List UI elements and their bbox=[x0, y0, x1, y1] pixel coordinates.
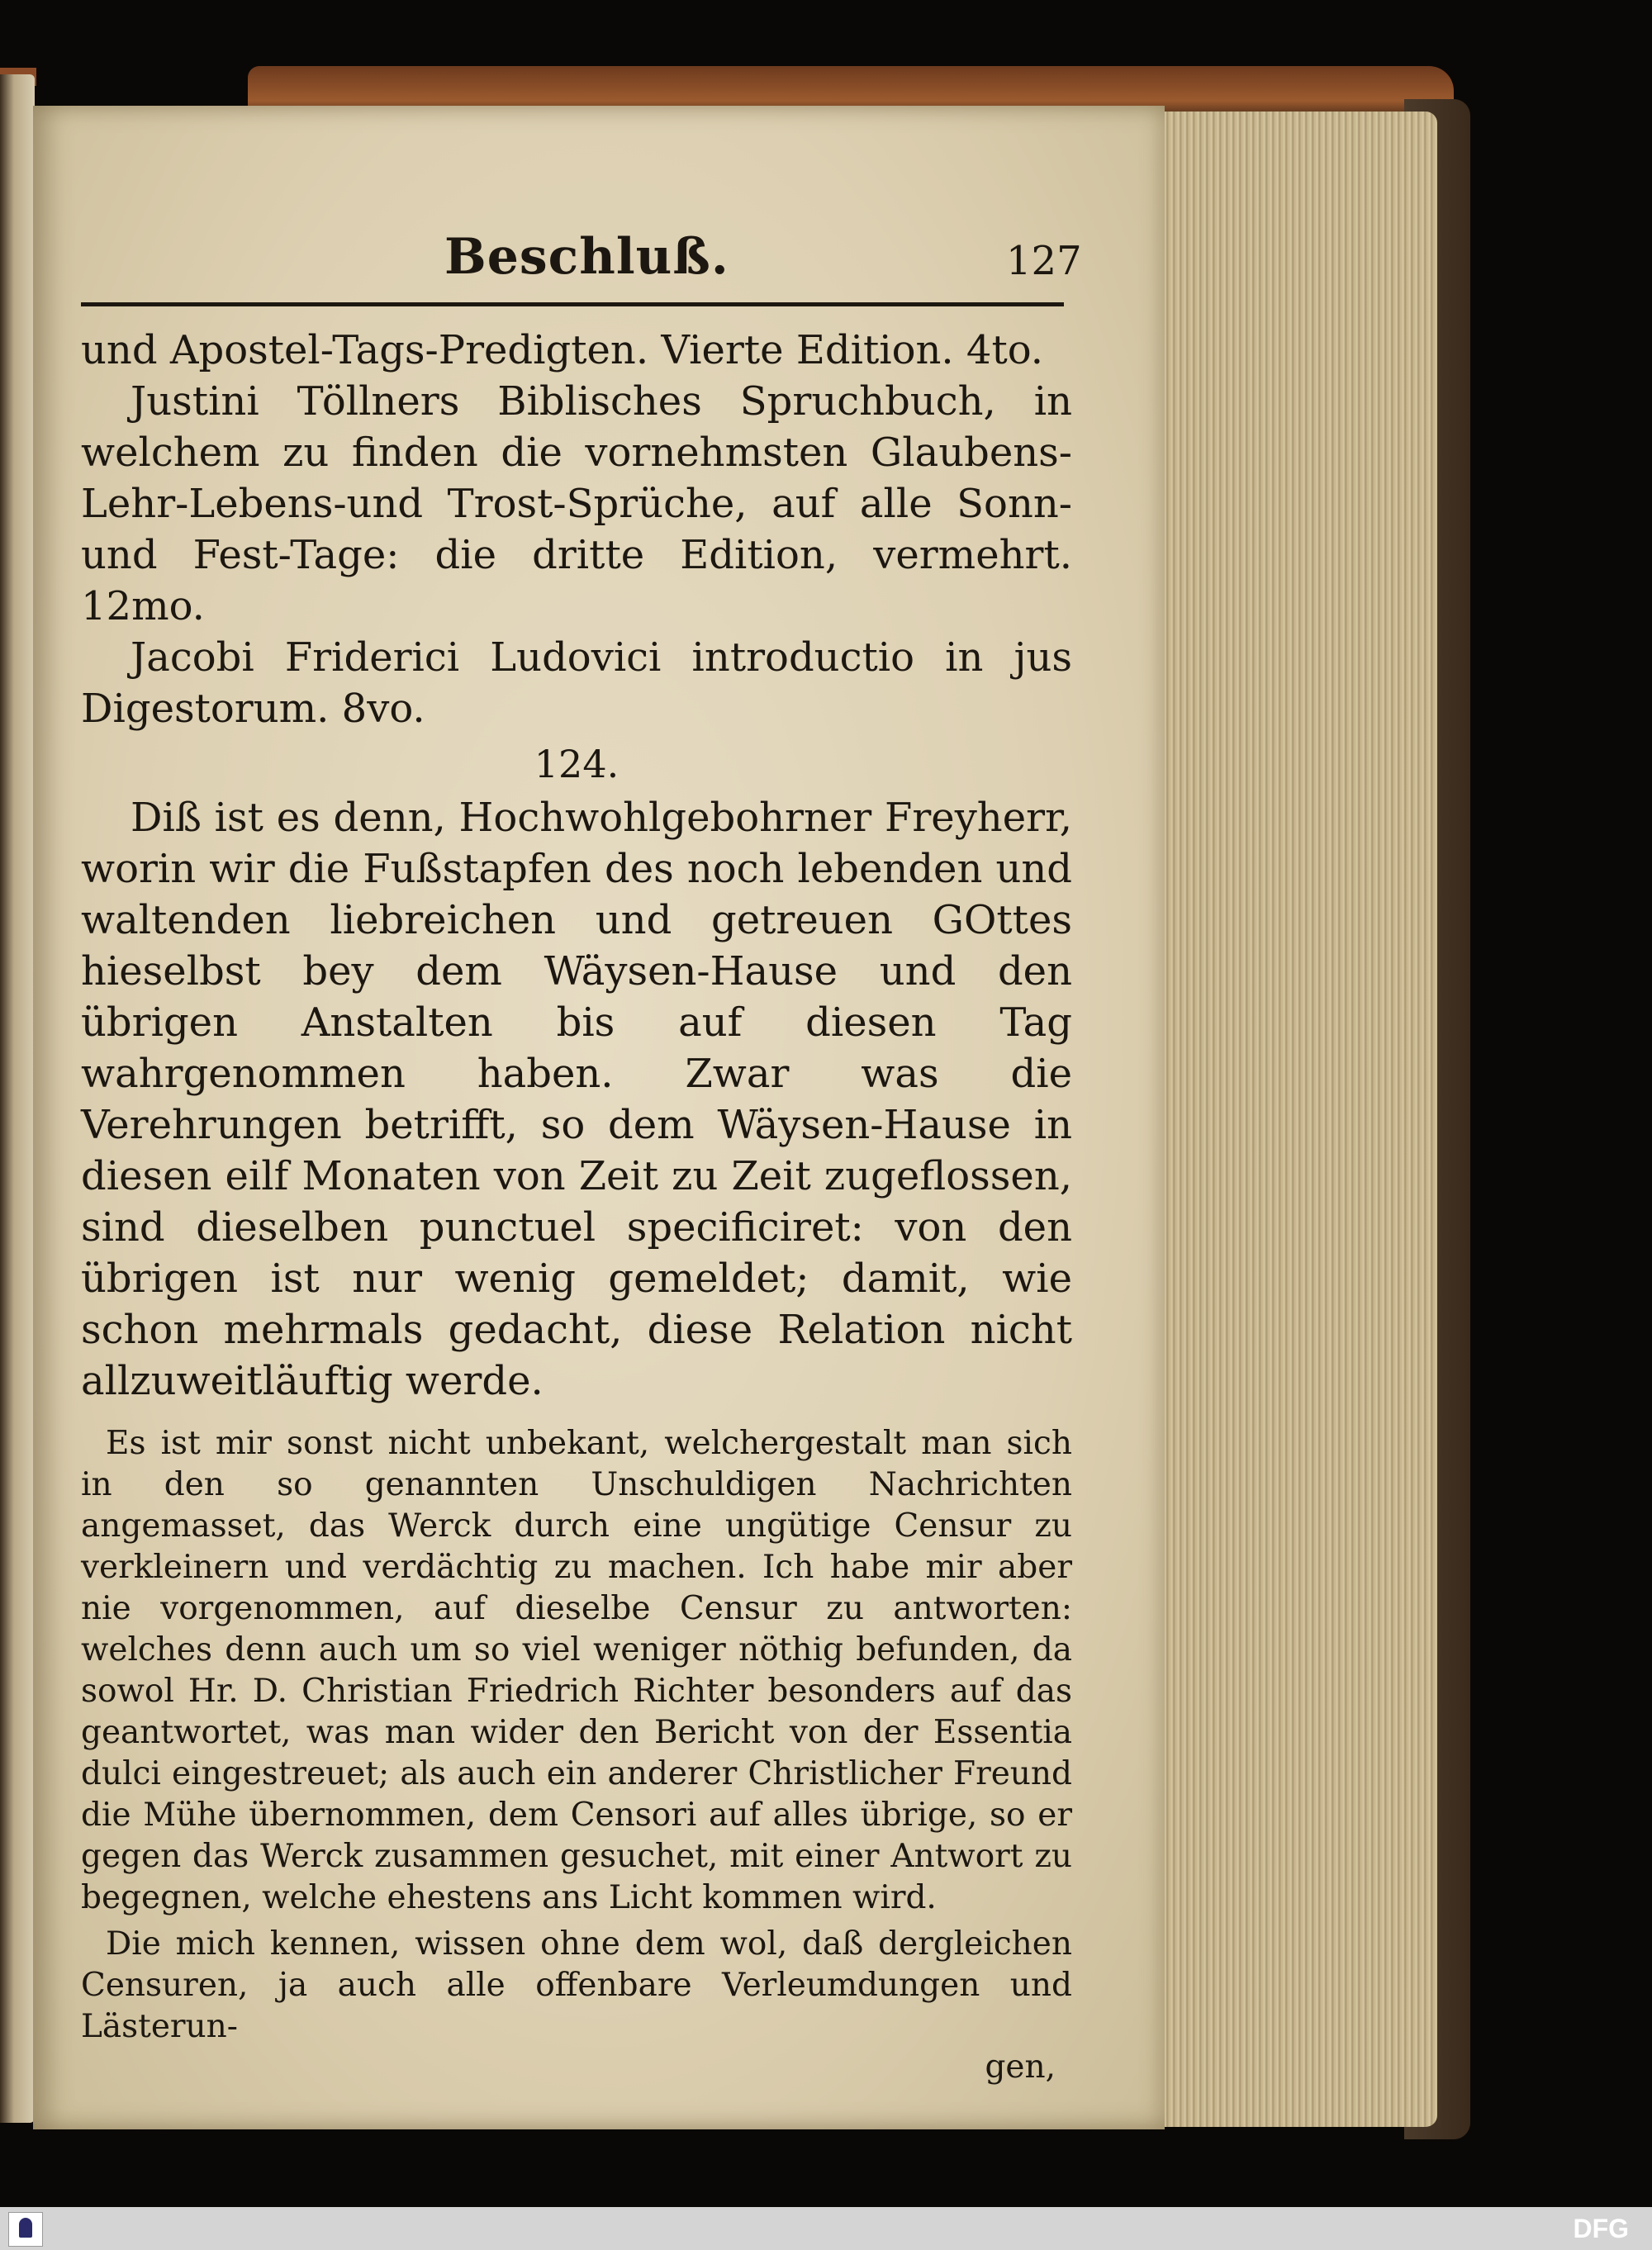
library-logo-icon bbox=[8, 2212, 43, 2247]
running-head: Beschluß. bbox=[444, 228, 729, 286]
footer-bar bbox=[0, 2207, 1652, 2250]
header-rule bbox=[81, 302, 1064, 306]
page-number: 127 bbox=[1006, 238, 1082, 284]
footnote-paragraph: Es ist mir sonst nicht unbekant, welchergestalt man sich in den so genannten Unschuldigen Nachrichten angemasset, das Werck durch eine ungütige Censur zu verkleinern und verdächtig zu machen. Ich habe mir aber nie vorgenommen, auf dieselbe Censur zu antworten: welches denn auch um so viel weniger nöthig befunden, da sowol Hr. D. Christian Friedrich Richter besonders auf das geantwortet, was man wider den Bericht von der Essentia dulci eingestreuet; als auch ein anderer Christlicher Freund die Mühe übernommen, dem Censori auf alles übrige, so er gegen das Werck zusammen gesuchet, mit einer Antwort zu begegnen, welche ehestens ans Licht kommen wird. bbox=[81, 1425, 1072, 1916]
page-header bbox=[81, 228, 1082, 306]
section-number: 124. bbox=[534, 742, 620, 786]
main-paragraph: Diß ist es denn, Hochwohlgebohrner Freyherr, worin wir die Fußstapfen des noch lebenden und waltenden liebreichen und getreuen GOttes hieselbst bey dem Wäysen-Hause und den übrigen Anstalten bis auf diesen Tag wahrgenommen haben. Zwar was die Verehrungen betrifft, so dem Wäysen-Hause in diesen eilf Monaten von Zeit zu Zeit zugeflossen, sind dieselben punctuel specificiret: von den übrigen ist nur wenig gemeldet; damit, wie schon mehrmals gedacht, diese Relation nicht allzuweitläuftig werde. bbox=[81, 795, 1072, 1404]
page-text bbox=[81, 228, 1082, 2087]
library-logo-shape bbox=[19, 2218, 32, 2238]
catchword: gen, bbox=[985, 2048, 1056, 2086]
left-page-edge bbox=[0, 74, 35, 2123]
book-page bbox=[33, 106, 1165, 2129]
footnote-paragraph: Die mich kennen, wissen ohne dem wol, daß dergleichen Censuren, ja auch alle offenbare Verleumdungen und Lästerun- bbox=[81, 1925, 1072, 2045]
paragraph: Jacobi Friderici Ludovici introductio in jus Digestorum. 8vo. bbox=[81, 634, 1072, 732]
paragraph: Justini Töllners Biblisches Spruchbuch, in welchem zu finden die vornehmsten Glaubens-Lehr-Lebens-und Trost-Sprüche, auf alle Sonn-und Fest-Tage: die dritte Edition, vermehrt. 12mo. bbox=[81, 378, 1072, 629]
page-block-edges bbox=[1156, 112, 1437, 2127]
paragraph: und Apostel-Tags-Predigten. Vierte Edition. 4to. bbox=[81, 327, 1044, 373]
footer-brand: DFG bbox=[1573, 2214, 1629, 2243]
